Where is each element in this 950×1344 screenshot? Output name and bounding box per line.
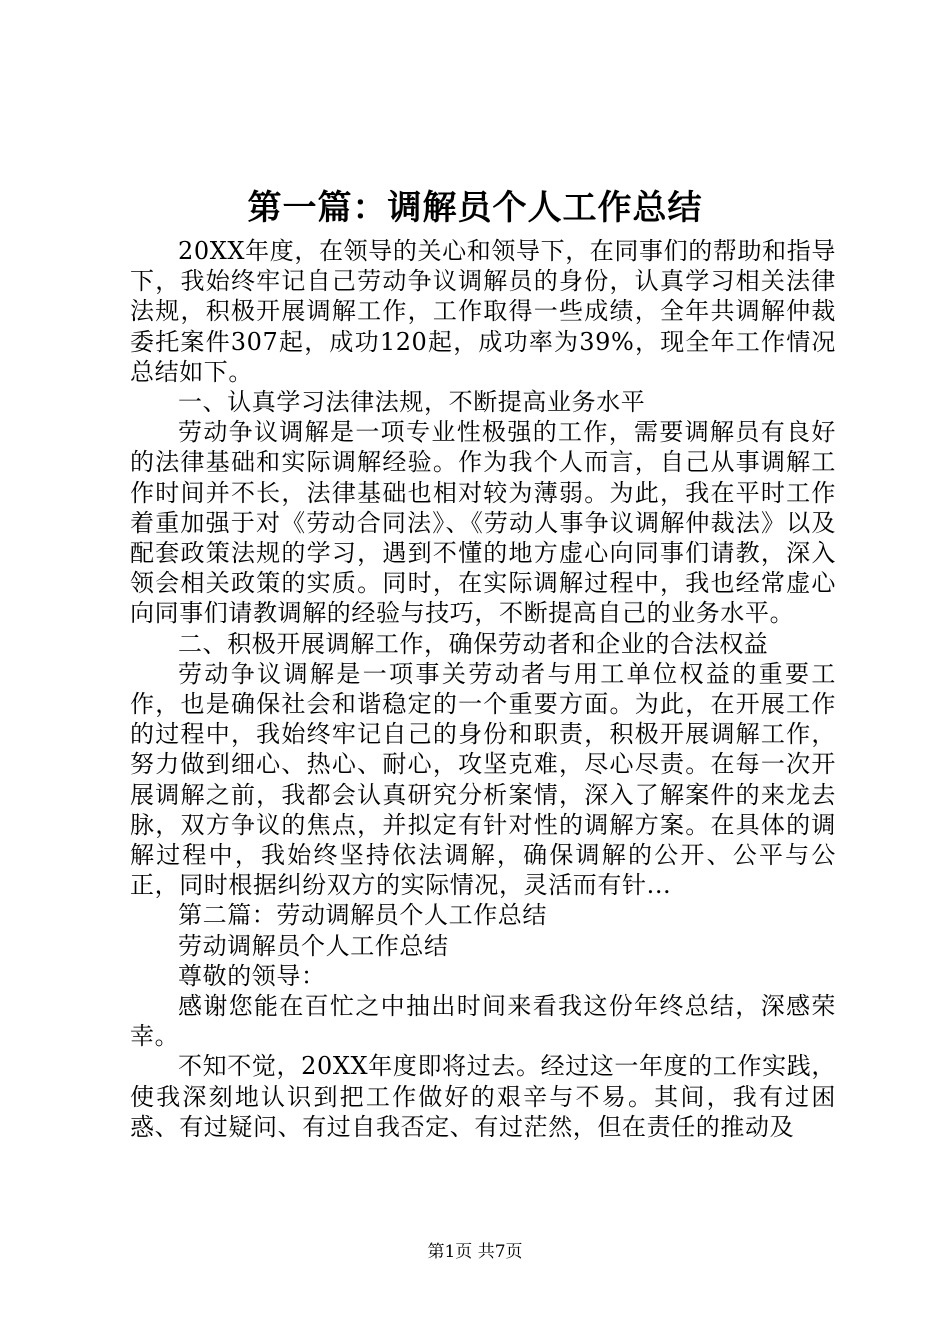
section-heading-2: 二、积极开展调解工作，确保劳动者和企业的合法权益 — [178, 629, 769, 658]
salutation: 尊敬的领导： — [178, 961, 326, 990]
chapter-heading-2: 第二篇：劳动调解员个人工作总结 — [178, 901, 547, 930]
document-body — [130, 236, 836, 1142]
paragraph-thanks: 感谢您能在百忙之中抽出时间来看我这份年终总结，深感荣幸。 — [130, 992, 836, 1051]
page-number-footer: 第1页 共7页 — [427, 1242, 523, 1262]
paragraph-section-2: 劳动争议调解是一项事关劳动者与用工单位权益的重要工作，也是确保社会和谐稳定的一个重要方面。为此，在开展工作的过程中，我始终牢记自己的身份和职责，积极开展调解工作，努力做到细心、热心、耐心，攻坚克难，尽心尽责。在每一次开展调解之前，我都会认真研究分析案情，深入了解案件的来龙去脉，双方争议的焦点，并拟定有针对性的调解方案。在具体的调解过程中，我始终坚持依法调解，确保调解的公开、公平与公正，同时根据纠纷双方的实际情况，灵活而有针... — [130, 659, 836, 900]
paragraph-intro: 20XX年度，在领导的关心和领导下，在同事们的帮助和指导下，我始终牢记自己劳动争议调解员的身份，认真学习相关法律法规，积极开展调解工作，工作取得一些成绩，全年共调解仲裁委托案件307起，成功120起，成功率为39%，现全年工作情况总结如下。 — [130, 237, 836, 386]
paragraph-year-review: 不知不觉，20XX年度即将过去。经过这一年度的工作实践，使我深刻地认识到把工作做好的艰辛与不易。其间，我有过困惑、有过疑问、有过自我否定、有过茫然，但在责任的推动及 — [130, 1052, 836, 1141]
section-heading-1: 一、认真学习法律法规，不断提高业务水平 — [178, 388, 646, 417]
paragraph-section-1: 劳动争议调解是一项专业性极强的工作，需要调解员有良好的法律基础和实际调解经验。作为我个人而言，自己从事调解工作时间并不长，法律基础也相对较为薄弱。为此，我在平时工作着重加强于对《劳动合同法》、《劳动人事争议调解仲裁法》以及配套政策法规的学习，遇到不懂的地方虚心向同事们请教，深入领会相关政策的实质。同时，在实际调解过程中，我也经常虚心向同事们请教调解的经验与技巧，不断提高自己的业务水平。 — [130, 418, 836, 628]
chapter-subtitle: 劳动调解员个人工作总结 — [178, 931, 449, 960]
document-title: 第一篇：调解员个人工作总结 — [247, 188, 703, 228]
